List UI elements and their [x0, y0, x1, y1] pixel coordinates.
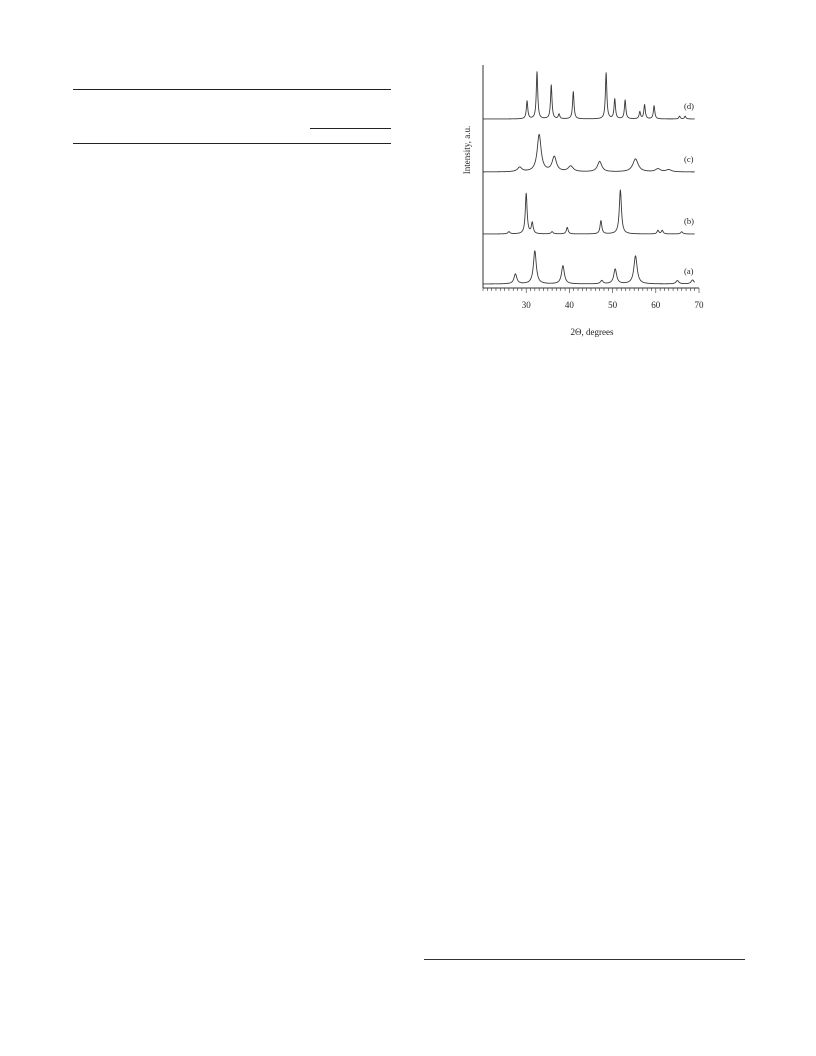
- table-rule-top: [73, 89, 391, 90]
- footnote-rule: [424, 959, 745, 960]
- chart-axes: [483, 65, 699, 288]
- series-3: [483, 72, 695, 119]
- x-major-ticks: [522, 300, 704, 310]
- series-0: [483, 251, 695, 284]
- table-rule-bottom: [73, 143, 391, 144]
- series-line: [483, 190, 695, 234]
- x-tick-label: 50: [608, 300, 618, 310]
- y-axis-title: Intensity, a.u.: [462, 125, 472, 175]
- series-label: (a): [684, 266, 694, 276]
- x-tick-label: 70: [694, 300, 704, 310]
- chart-series: [483, 72, 695, 284]
- series-label: (b): [684, 216, 694, 226]
- series-1: [483, 190, 695, 234]
- xrd-chart-svg: [455, 55, 715, 345]
- x-minor-ticks: [483, 288, 699, 293]
- series-2: [483, 134, 695, 171]
- table-rule-mid: [310, 128, 391, 129]
- series-label: (c): [684, 154, 694, 164]
- x-tick-label: 40: [564, 300, 574, 310]
- series-label: (d): [684, 101, 694, 111]
- series-line: [483, 134, 695, 171]
- series-line: [483, 251, 695, 284]
- x-tick-label: 60: [651, 300, 661, 310]
- series-line: [483, 72, 695, 119]
- xrd-chart: [455, 55, 715, 345]
- x-tick-label: 30: [521, 300, 531, 310]
- x-axis-title: 2Θ, degrees: [570, 327, 614, 337]
